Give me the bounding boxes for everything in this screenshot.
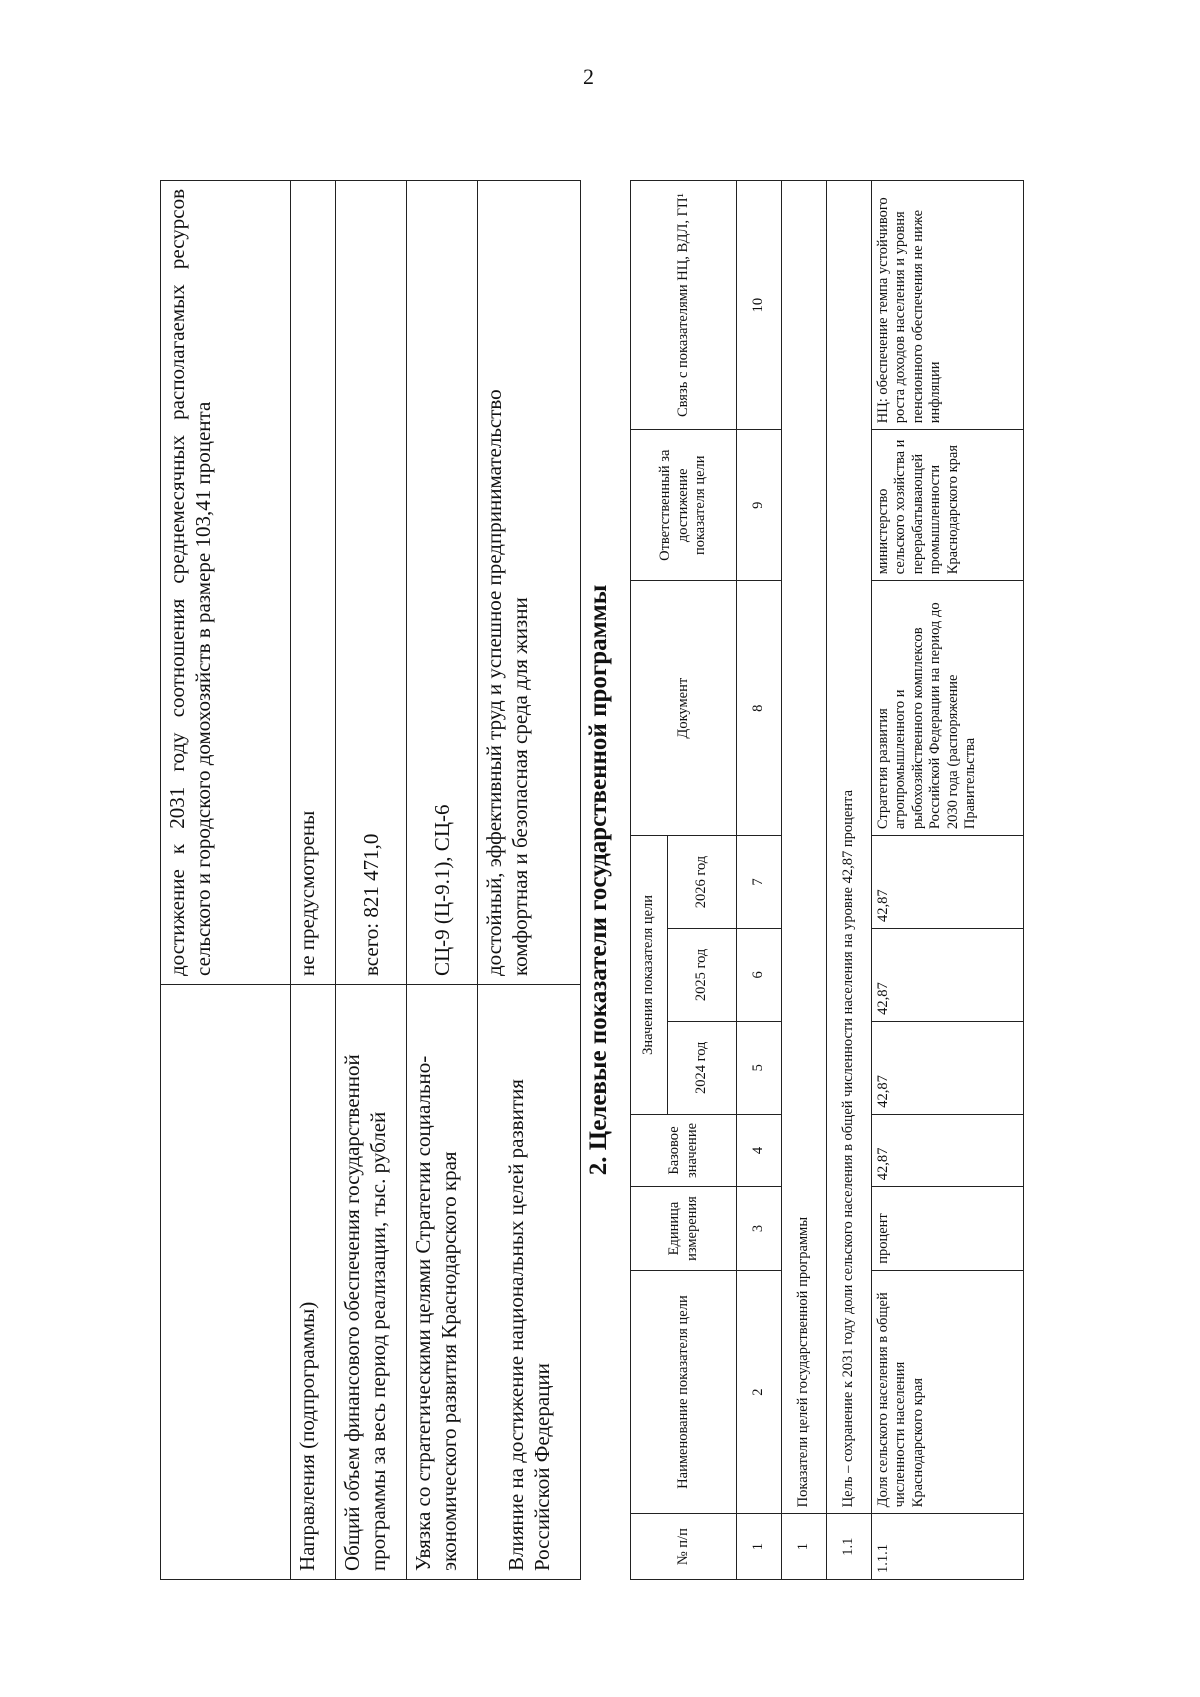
- indicator-base: 42,87: [872, 1114, 1024, 1187]
- indicator-responsible: министерство сельского хозяйства и перерабатывающей промышленности Краснодарского края: [872, 430, 1024, 581]
- passport-value: [478, 181, 581, 985]
- passport-label: Увязка со стратегическими целями Стратегии социально-экономического развития Краснодарского края: [407, 985, 478, 1580]
- header-unit: Единица измерения: [631, 1187, 737, 1271]
- header-document: Документ: [631, 581, 737, 836]
- passport-value: всего: 821 471,0: [336, 181, 407, 985]
- header-2025: 2025 год: [668, 928, 737, 1021]
- table-row: [782, 181, 827, 1580]
- passport-value: СЦ-9 (Ц-9.1), СЦ-6: [407, 181, 478, 985]
- indicators-table: [630, 180, 1024, 1580]
- passport-value: достижение к 2031 году соотношения среднемесячных располагаемых ресурсов сельского и городского домохозяйств в размере 103,41 процента: [161, 181, 291, 985]
- row-num: 1.1.1: [872, 1514, 1024, 1580]
- header-row: [631, 181, 668, 1580]
- header-values-group: Значения показателя цели: [631, 836, 668, 1115]
- header-2024: 2024 год: [668, 1021, 737, 1114]
- program-row-text: Показатели целей государственной программы: [782, 181, 827, 1514]
- page-number: 2: [583, 64, 594, 89]
- passport-row: [161, 181, 291, 1580]
- indicator-name: Доля сельского населения в общей численности населения Краснодарского края: [872, 1270, 1024, 1514]
- column-number: 9: [737, 430, 782, 581]
- goal-row-text: Цель – сохранение к 2031 году доли сельского населения в общей численности населения на уровне 42,87 процента: [827, 181, 872, 1514]
- national-goal-line: комфортная и безопасная среда для жизни: [508, 597, 533, 976]
- table-row: [872, 181, 1024, 1580]
- header-2026: 2026 год: [668, 836, 737, 929]
- column-number: 2: [737, 1270, 782, 1514]
- passport-table: [160, 180, 581, 1580]
- column-number: 6: [737, 928, 782, 1021]
- indicator-2025: 42,87: [872, 928, 1024, 1021]
- column-number: 3: [737, 1187, 782, 1271]
- header-num: № п/п: [631, 1514, 737, 1580]
- column-number: 8: [737, 581, 782, 836]
- passport-value: не предусмотрены: [291, 181, 336, 985]
- indicator-2024: 42,87: [872, 1021, 1024, 1114]
- national-goal-line: достойный, эффективный труд и успешное предпринимательство: [482, 389, 506, 976]
- column-number: 4: [737, 1114, 782, 1187]
- passport-label: Общий объем финансового обеспечения государственной программы за весь период реализации, тыс. рублей: [336, 985, 407, 1580]
- column-number: 7: [737, 836, 782, 929]
- passport-row: [291, 181, 336, 1580]
- header-name: Наименование показателя цели: [631, 1270, 737, 1514]
- passport-label: Влияние на достижение национальных целей развития Российской Федерации: [478, 985, 581, 1580]
- row-num: 1.1: [827, 1514, 872, 1580]
- header-base: Базовое значение: [631, 1114, 737, 1187]
- landscape-content: [160, 180, 1180, 1580]
- header-link: Связь с показателями НЦ, ВДЛ, ГП¹: [631, 181, 737, 430]
- header-responsible: Ответственный за достижение показателя цели: [631, 430, 737, 581]
- passport-row: [407, 181, 478, 1580]
- indicator-2026: 42,87: [872, 836, 1024, 929]
- table-row: [827, 181, 872, 1580]
- passport-label: [161, 985, 291, 1580]
- column-number: 1: [737, 1514, 782, 1580]
- indicator-link: НЦ: обеспечение темпа устойчивого роста доходов населения и уровня пенсионного обеспечения не ниже инфляции: [872, 181, 1024, 430]
- passport-row: [478, 181, 581, 1580]
- column-number: 5: [737, 1021, 782, 1114]
- section-title: 2. Целевые показатели государственной программы: [585, 584, 612, 1176]
- passport-row: [336, 181, 407, 1580]
- column-number: 10: [737, 181, 782, 430]
- indicator-unit: процент: [872, 1187, 1024, 1271]
- column-number-row: [737, 181, 782, 1580]
- indicator-document: Стратегия развития агропромышленного и рыбохозяйственного комплексов Российской Федерации на период до 2030 года (распоряжение Правительства: [872, 581, 1024, 836]
- row-num: 1: [782, 1514, 827, 1580]
- passport-label: Направления (подпрограммы): [291, 985, 336, 1580]
